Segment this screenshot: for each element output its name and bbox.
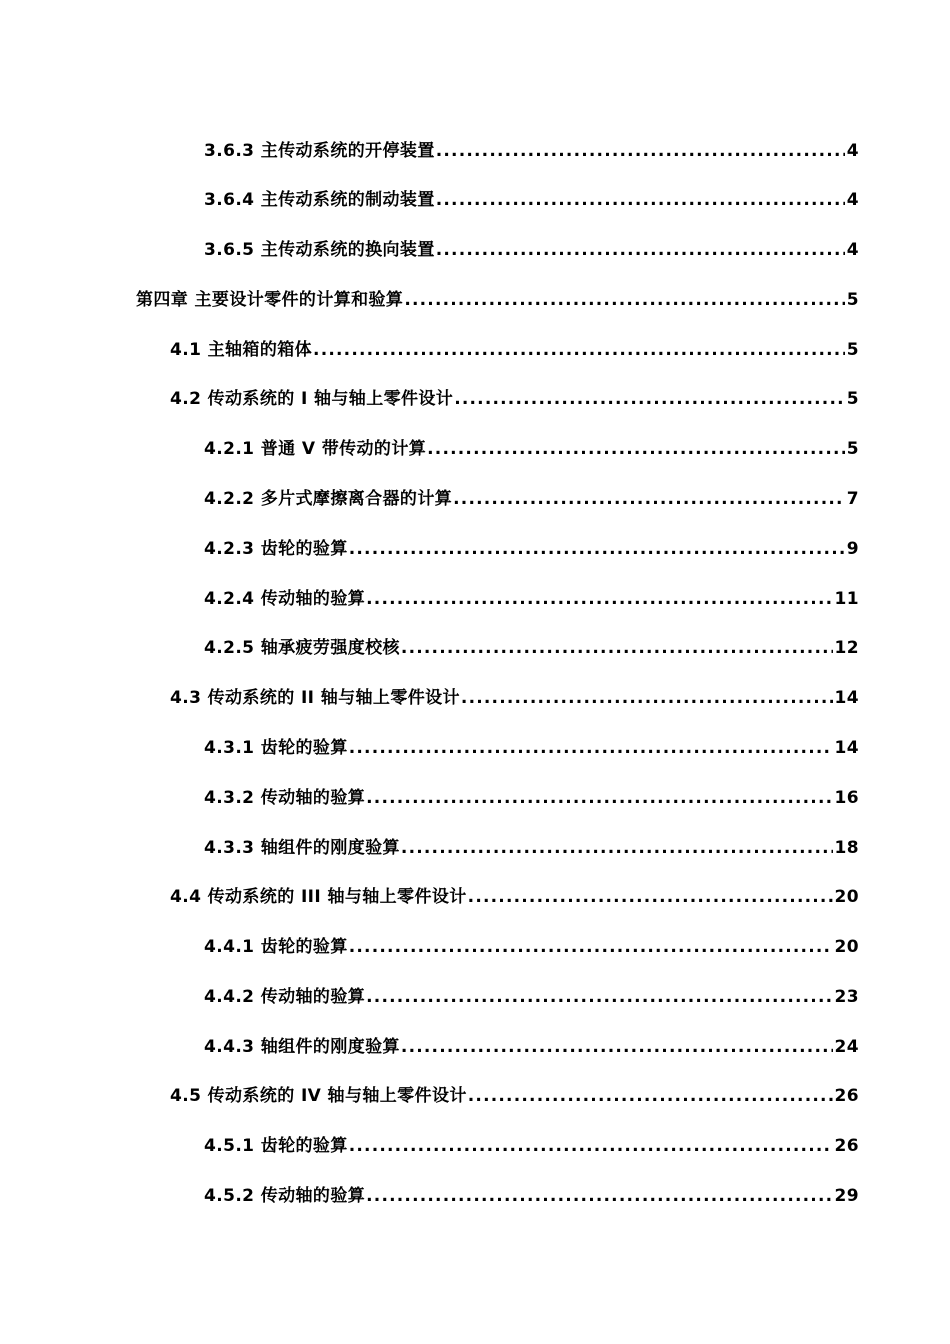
toc-dot-leader — [461, 686, 833, 710]
toc-dot-leader — [404, 288, 844, 312]
toc-entry-page: 4 — [846, 141, 859, 161]
toc-entry-4-3[interactable] — [170, 686, 859, 710]
toc-entry-label: 4.3.2 传动轴的验算 — [204, 788, 366, 808]
toc-entry-page: 5 — [846, 290, 859, 310]
toc-entry-label: 4.3 传动系统的 II 轴与轴上零件设计 — [170, 688, 460, 708]
toc-entry-page: 24 — [834, 1037, 859, 1057]
toc-entry-label: 3.6.4 主传动系统的制动装置 — [204, 190, 435, 210]
toc-entry-3-6-4[interactable] — [204, 188, 859, 212]
toc-entry-4-3-1[interactable] — [204, 736, 859, 760]
toc-entry-4-3-3[interactable] — [204, 836, 859, 860]
toc-entry-page: 14 — [834, 688, 859, 708]
toc-dot-leader — [366, 985, 832, 1009]
toc-dot-leader — [468, 885, 833, 909]
toc-entry-page: 26 — [834, 1136, 859, 1156]
toc-dot-leader — [401, 1035, 833, 1059]
toc-entry-page: 5 — [846, 439, 859, 459]
toc-dot-leader — [366, 587, 832, 611]
toc-entry-chapter-4[interactable] — [136, 288, 859, 312]
toc-dot-leader — [366, 786, 832, 810]
toc-dot-leader — [313, 338, 845, 362]
toc-entry-label: 4.5.1 齿轮的验算 — [204, 1136, 348, 1156]
toc-entry-label: 4.4 传动系统的 III 轴与轴上零件设计 — [170, 887, 467, 907]
toc-entry-page: 29 — [834, 1186, 859, 1206]
toc-entry-label: 3.6.3 主传动系统的开停装置 — [204, 141, 435, 161]
toc-entry-label: 4.4.2 传动轴的验算 — [204, 987, 366, 1007]
toc-entry-page: 4 — [846, 190, 859, 210]
toc-dot-leader — [349, 935, 833, 959]
toc-entry-4-2-4[interactable] — [204, 587, 859, 611]
toc-dot-leader — [436, 139, 845, 163]
toc-entry-4-2-5[interactable] — [204, 636, 859, 660]
toc-entry-page: 20 — [834, 887, 859, 907]
toc-entry-4-5[interactable] — [170, 1084, 859, 1108]
toc-entry-label: 3.6.5 主传动系统的换向装置 — [204, 240, 435, 260]
toc-dot-leader — [436, 188, 845, 212]
toc-entry-4-3-2[interactable] — [204, 786, 859, 810]
toc-entry-label: 第四章 主要设计零件的计算和验算 — [136, 290, 404, 310]
toc-entry-label: 4.4.1 齿轮的验算 — [204, 937, 348, 957]
toc-entry-4-1[interactable] — [170, 338, 859, 362]
toc-entry-page: 5 — [846, 340, 859, 360]
toc-entry-page: 18 — [834, 838, 859, 858]
toc-entry-label: 4.5 传动系统的 IV 轴与轴上零件设计 — [170, 1086, 467, 1106]
toc-entry-4-2-1[interactable] — [204, 437, 859, 461]
toc-entry-4-5-1[interactable] — [204, 1134, 859, 1158]
toc-entry-label: 4.2.4 传动轴的验算 — [204, 589, 366, 609]
toc-entry-label: 4.2.2 多片式摩擦离合器的计算 — [204, 489, 453, 509]
toc-entry-page: 14 — [834, 738, 859, 758]
toc-entry-label: 4.1 主轴箱的箱体 — [170, 340, 313, 360]
toc-dot-leader — [349, 736, 833, 760]
toc-entry-label: 4.5.2 传动轴的验算 — [204, 1186, 366, 1206]
toc-entry-4-4-3[interactable] — [204, 1035, 859, 1059]
toc-entry-label: 4.2.1 普通 V 带传动的计算 — [204, 439, 427, 459]
toc-entry-page: 11 — [834, 589, 859, 609]
toc-dot-leader — [349, 1134, 833, 1158]
toc-entry-4-2[interactable] — [170, 387, 859, 411]
toc-entry-4-2-3[interactable] — [204, 537, 859, 561]
toc-dot-leader — [427, 437, 845, 461]
toc-entry-4-2-2[interactable] — [204, 487, 859, 511]
toc-entry-page: 5 — [846, 389, 859, 409]
toc-entry-page: 9 — [846, 539, 859, 559]
toc-entry-page: 12 — [834, 638, 859, 658]
toc-entry-label: 4.2.3 齿轮的验算 — [204, 539, 348, 559]
toc-dot-leader — [436, 238, 845, 262]
toc-dot-leader — [349, 537, 845, 561]
toc-entry-4-4-2[interactable] — [204, 985, 859, 1009]
toc-entry-4-5-2[interactable] — [204, 1184, 859, 1208]
toc-dot-leader — [468, 1084, 833, 1108]
toc-entry-3-6-3[interactable] — [204, 139, 859, 163]
toc-dot-leader — [454, 387, 845, 411]
toc-entry-3-6-5[interactable] — [204, 238, 859, 262]
toc-entry-page: 20 — [834, 937, 859, 957]
toc-dot-leader — [401, 836, 833, 860]
toc-dot-leader — [453, 487, 845, 511]
toc-entry-page: 16 — [834, 788, 859, 808]
toc-entry-page: 26 — [834, 1086, 859, 1106]
toc-dot-leader — [366, 1184, 832, 1208]
toc-entry-page: 4 — [846, 240, 859, 260]
toc-entry-label: 4.2.5 轴承疲劳强度校核 — [204, 638, 400, 658]
toc-entry-4-4[interactable] — [170, 885, 859, 909]
toc-entry-page: 7 — [846, 489, 859, 509]
toc-entry-page: 23 — [834, 987, 859, 1007]
toc-entry-label: 4.3.3 轴组件的刚度验算 — [204, 838, 400, 858]
toc-entry-label: 4.4.3 轴组件的刚度验算 — [204, 1037, 400, 1057]
toc-dot-leader — [401, 636, 833, 660]
toc-entry-4-4-1[interactable] — [204, 935, 859, 959]
toc-entry-label: 4.3.1 齿轮的验算 — [204, 738, 348, 758]
toc-entry-label: 4.2 传动系统的 I 轴与轴上零件设计 — [170, 389, 454, 409]
